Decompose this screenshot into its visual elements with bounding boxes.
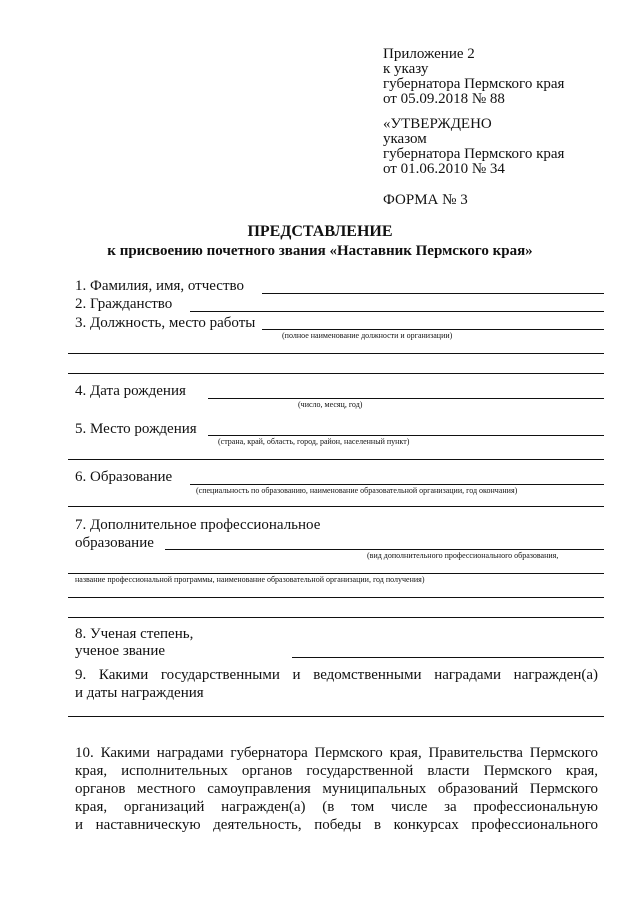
field-7-line-2 (68, 573, 604, 574)
field-9-label-line-1: 9. Какими государственными и ведомственными наградами награжден(а) (75, 667, 598, 683)
field-3-hint: (полное наименование должности и организации) (282, 331, 453, 340)
approved-line-1: «УТВЕРЖДЕНО (383, 116, 492, 132)
form-number: ФОРМА № 3 (383, 192, 468, 208)
field-10-line-3: органов местного самоуправления муниципальных образований Пермского (75, 781, 598, 797)
field-6-hint: (специальность по образованию, наименование образовательной организации, год окончания) (196, 486, 518, 495)
field-10-line-1: 10. Какими наградами губернатора Пермского края, Правительства Пермского (75, 745, 598, 761)
field-4-line (208, 398, 604, 399)
appendix-line-2: к указу (383, 61, 429, 77)
appendix-line-4: от 05.09.2018 № 88 (383, 91, 505, 107)
field-5-line (208, 435, 604, 436)
field-9-line (68, 716, 604, 717)
field-8-line (292, 657, 604, 658)
appendix-line-3: губернатора Пермского края (383, 76, 565, 92)
field-10-line-5: и наставническую деятельность, победы в конкурсах профессионального (75, 817, 598, 833)
field-9-label-line-2: и даты награждения (75, 685, 204, 701)
field-7-hint-2: название профессиональной программы, наименование образовательной организации, год получения) (75, 575, 425, 584)
field-3-line-2 (68, 353, 604, 354)
document-subtitle: к присвоению почетного звания «Наставник Пермского края» (107, 243, 533, 259)
field-8-label-line-2: ученое звание (75, 643, 165, 659)
field-3-label: 3. Должность, место работы (75, 315, 256, 331)
field-10-line-2: края, исполнительных органов государственной власти Пермского края, (75, 763, 598, 779)
field-4-label: 4. Дата рождения (75, 383, 186, 399)
field-7-label-line-1: 7. Дополнительное профессиональное (75, 517, 321, 533)
field-4-hint: (число, месяц, год) (298, 400, 363, 409)
field-2-line (190, 311, 604, 312)
field-7-hint-1: (вид дополнительного профессионального образования, (367, 551, 559, 560)
field-3-line (262, 329, 604, 330)
field-3-line-3 (68, 373, 604, 374)
field-8-label-line-1: 8. Ученая степень, (75, 626, 194, 642)
field-5-line-2 (68, 459, 604, 460)
field-2-label: 2. Гражданство (75, 296, 173, 312)
field-10-line-4: края, организаций награжден(а) (в том числе за профессиональную (75, 799, 598, 815)
approved-line-3: губернатора Пермского края (383, 146, 565, 162)
field-1-line (262, 293, 604, 294)
field-7-line (165, 549, 604, 550)
document-title: ПРЕДСТАВЛЕНИЕ (247, 223, 393, 240)
field-6-line (190, 484, 604, 485)
appendix-line-1: Приложение 2 (383, 46, 475, 62)
field-7-label-line-2: образование (75, 535, 154, 551)
field-6-line-2 (68, 506, 604, 507)
field-5-label: 5. Место рождения (75, 421, 197, 437)
field-7-line-3 (68, 597, 604, 598)
field-1-label: 1. Фамилия, имя, отчество (75, 278, 244, 294)
approved-line-2: указом (383, 131, 427, 147)
field-5-hint: (страна, край, область, город, район, населенный пункт) (218, 437, 410, 446)
approved-line-4: от 01.06.2010 № 34 (383, 161, 505, 177)
field-6-label: 6. Образование (75, 469, 173, 485)
field-7-line-4 (68, 617, 604, 618)
